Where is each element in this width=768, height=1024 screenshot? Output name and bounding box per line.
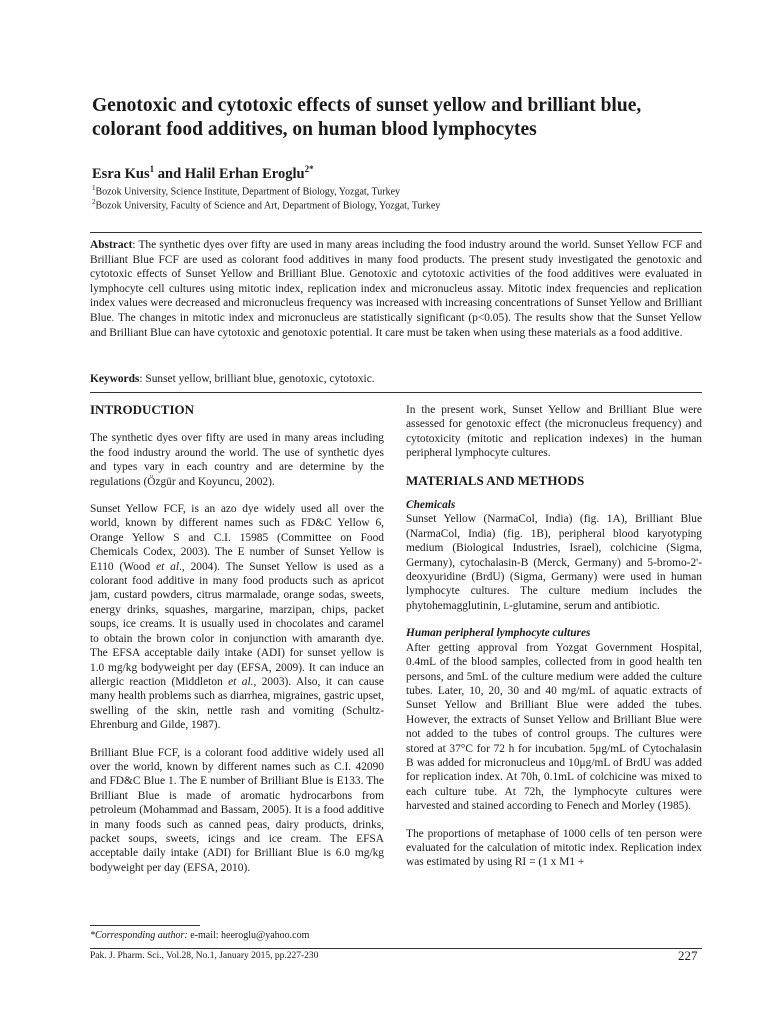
- author-conjunction: and: [154, 165, 185, 182]
- chemicals-paragraph: [406, 512, 702, 613]
- left-column: [90, 403, 384, 888]
- right-intro-paragraph: In the present work, Sunset Yellow and Brilliant Blue were assessed for genotoxic effect (the micronucleus frequency) and cytotoxicity (mitotic and replication indexes) in the human peripheral lymphocyte cultures.: [406, 404, 702, 460]
- lymphocyte-cultures-paragraph: After getting approval from Yozgat Government Hospital, 0.4mL of the blood samples, collected from in good health ten persons, and 5mL of the culture medium were added the culture tubes. Later, 10, 20, 30 and 40 mg/mL of aquatic extracts of Sunset Yellow and Brilliant Blue were added the tubes. However, the extracts of Sunset Yellow and Brilliant Blue were not added to the tubes of control groups. The cultures were stored at 37°C for 72 h for incubation. 5μg/mL of Cytochalasin B was added for micronucleus and 10μg/mL of BrdU was added for replication index. At 70h, 0.1mL of colchicine was mixed to each culture tube. At 72h, the lymphocyte cultures were harvested and stained according to Fenech and Morley (1985).: [406, 641, 702, 813]
- keywords-text: : Sunset yellow, brilliant blue, genotoxic, cytotoxic.: [139, 373, 375, 385]
- chemicals-text-b: -glutamine, serum and antibiotic.: [508, 599, 660, 612]
- intro-p2-etal-2: et al.: [228, 675, 254, 688]
- abstract-text: : The synthetic dyes over fifty are used in many areas including the food industry around the world. Sunset Yellow FCF and Brilliant Blue FCF are used as colorant food additives in many food products. The present study investigated the genotoxic and cytotoxic effects of Sunset Yellow and Brilliant Blue. Genotoxic and cytotoxic activities of the food additives were evaluated in lymphocyte cell cultures using mitotic index, replication index and micronucleus assay. Mitotic index frequencies and replication index values were decreased and micronucleus frequency was increased with increasing concentrations of Sunset Yellow and Brilliant Blue. The changes in mitotic index and micronucleus are statistically significant (p<0.05). The results show that the Sunset Yellow and Brilliant Blue can have cytotoxic and genotoxic potential. It care must be taken when using these materials as a food additive.: [90, 239, 702, 339]
- paper-title: Genotoxic and cytotoxic effects of sunset yellow and brilliant blue, colorant food additives, on human blood lymphocytes: [92, 95, 642, 140]
- affiliation-2: [92, 196, 692, 212]
- author-2: Halil Erhan Eroglu: [184, 165, 305, 182]
- abstract-label: Abstract: [90, 239, 133, 251]
- intro-p2-part-a: Sunset Yellow FCF, is an azo dye widely used all over the world, known by different names such as FD&C Yellow 6, Orange Yellow S and C.I. 15985 (Committee on Food Chemicals Codex, 2003). The E number of Sunset Yellow is E110 (Wood: [90, 503, 384, 573]
- chemicals-heading: Chemicals: [406, 499, 456, 512]
- intro-p2-part-b: ., 2004). The Sunset Yellow is used as a colorant food additive in many food products such as apricot jam, custard powders, citrus marmalade, orange sodas, sweets, energy drinks, squashes, margarine, marzipan, chips, packet soups, ice creams. It is usually used in chocolates and caramel to obtain the brown color in conjunction with amaranth dye. The EFSA acceptable daily intake (ADI) for sunset yellow is 1.0 mg/kg bodyweight per day (EFSA, 2009). It can induce an allergic reaction (Middleton: [90, 560, 384, 688]
- footnote-rule: [90, 925, 200, 926]
- chemicals-l-prefix: L: [503, 600, 509, 611]
- intro-paragraph-2: [90, 502, 384, 733]
- author-2-affil-mark: 2*: [304, 164, 314, 174]
- intro-p2-etal-1: et al: [156, 560, 180, 573]
- affiliation-2-mark: 2: [92, 198, 96, 206]
- affiliation-2-text: Bozok University, Faculty of Science and Art, Department of Biology, Yozgat, Turkey: [95, 200, 441, 212]
- footer-rule: [90, 948, 702, 949]
- lymphocyte-cultures-heading: Human peripheral lymphocyte cultures: [406, 627, 591, 640]
- intro-paragraph-1: The synthetic dyes over fifty are used in many areas including the food industry around the world. The use of synthetic dyes and types vary in each country and are determine by the regulations (Özgür and Koyuncu, 2002).: [90, 432, 384, 488]
- affiliation-1-text: Bozok University, Science Institute, Department of Biology, Yozgat, Turkey: [95, 186, 401, 198]
- chemicals-text-a: Sunset Yellow (NarmaCol, India) (fig. 1A), Brilliant Blue (NarmaCol, India) (fig. 1B), peripheral blood karyotyping medium (Biological Industries, Israel), colchicine (Sigma, Germany), cytochalasin-B (Merck, Germany) and 5-bromo-2'-deoxyuridine (BrdU) (Sigma, Germany) were used in human lymphocyte cultures. The culture medium includes the phytohemagglutinin,: [406, 513, 702, 612]
- footnote-email: e-mail: heeroglu@yahoo.com: [187, 930, 310, 941]
- abstract-bottom-rule: [90, 392, 702, 393]
- footnote-label: *Corresponding author:: [90, 930, 188, 941]
- mitotic-index-paragraph: The proportions of metaphase of 1000 cells of ten person were evaluated for the calculation of mitotic index. Replication index was estimated by using RI = (1 x M1 +: [406, 827, 702, 869]
- author-1-affil-mark: 1: [149, 164, 155, 174]
- corresponding-author-footnote: [90, 930, 384, 941]
- keywords-label: Keywords: [90, 373, 140, 385]
- journal-citation: Pak. J. Pharm. Sci., Vol.28, No.1, January 2015, pp.227-230: [90, 951, 319, 961]
- introduction-heading: INTRODUCTION: [90, 402, 195, 417]
- right-column: [406, 403, 702, 883]
- methods-heading: MATERIALS AND METHODS: [406, 472, 585, 488]
- keywords: [90, 373, 702, 385]
- affiliation-1-mark: 1: [92, 184, 96, 192]
- abstract-top-rule: [90, 232, 702, 233]
- page-number: 227: [678, 948, 698, 963]
- author-line: [92, 164, 314, 183]
- intro-p2-part-c: , 2003). Also, it can cause many health problems such as diarrhea, migraines, gastric upset, swelling of the skin, nettle rash and vomiting (Schultz-Ehrenburg and Gilde, 1987).: [90, 675, 384, 732]
- author-1: Esra Kus: [92, 165, 150, 182]
- abstract: [90, 238, 702, 340]
- intro-paragraph-3: Brilliant Blue FCF, is a colorant food additive widely used all over the world, known by different names such as C.I. 42090 and FD&C Blue 1. The E number of Brilliant Blue is E133. The Brilliant Blue is made of aromatic hydrocarbons from petroleum (Mohammad and Bassam, 2005). It is a food additive in many foods such as canned peas, dairy products, drinks, packet soups, sweets, icings and ice cream. The EFSA acceptable daily intake (ADI) for Brilliant Blue is 6.0 mg/kg bodyweight per day (EFSA, 2010).: [90, 746, 384, 874]
